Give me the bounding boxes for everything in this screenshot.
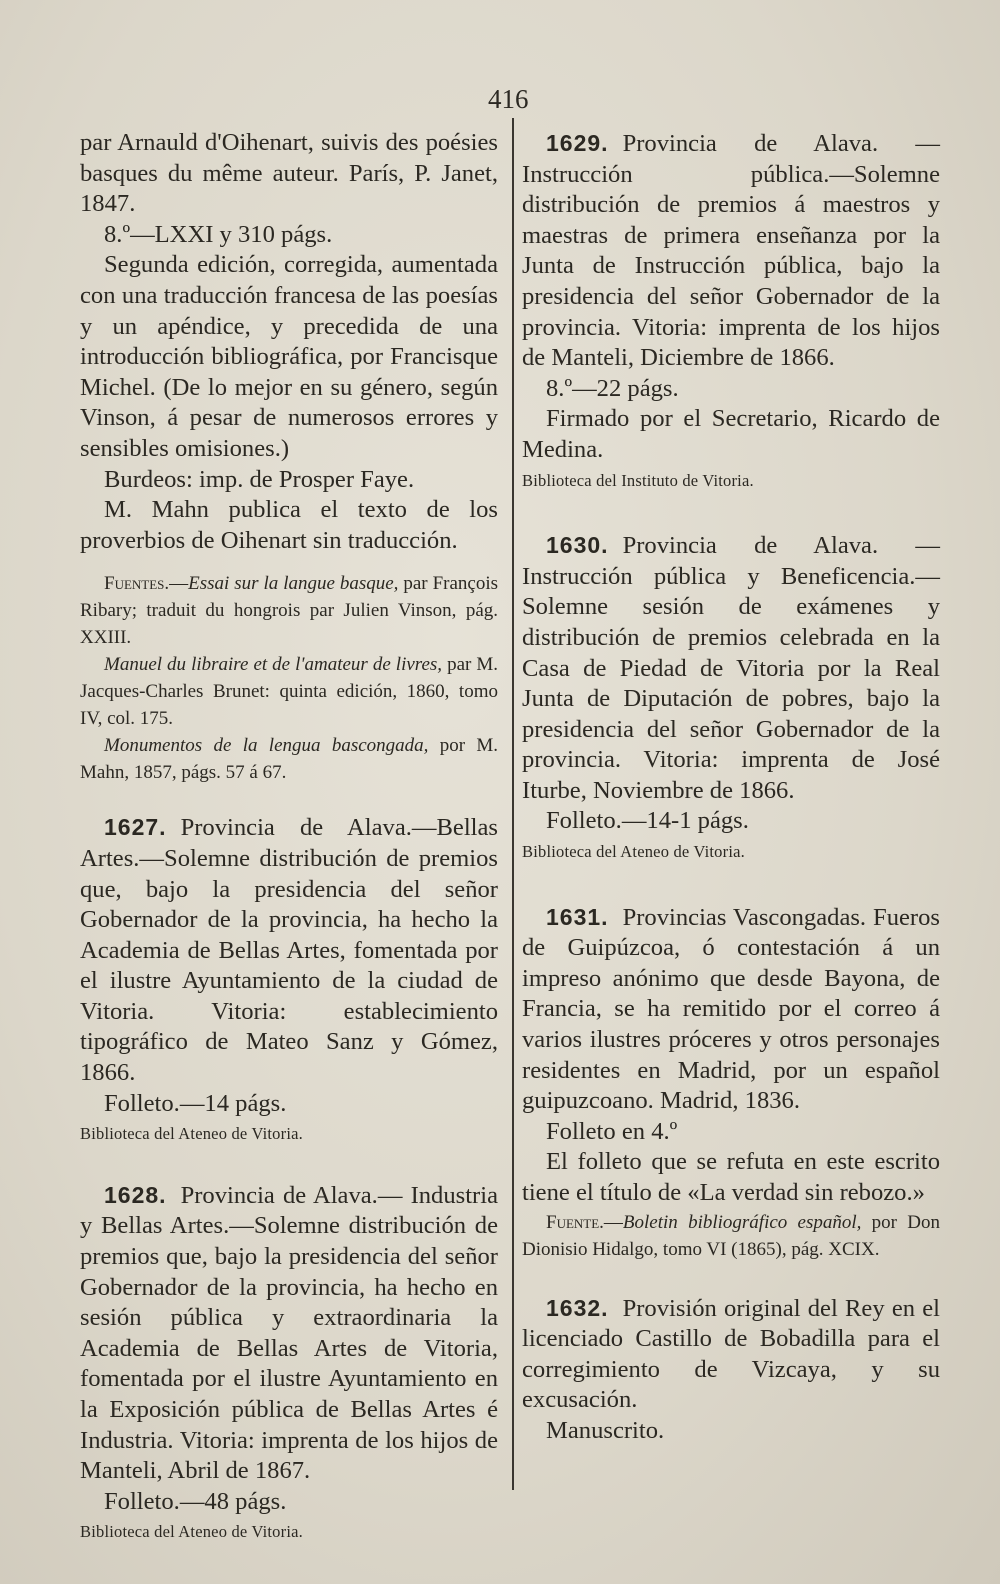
library-location: Biblioteca del Ateneo de Vitoria.	[522, 842, 745, 862]
entry-description: Provisión original del Rey en el licenciado Castillo de Bobadilla para el corregimiento de Vizcaya, y su excusación.	[522, 1294, 940, 1414]
library-location: Biblioteca del Instituto de Vitoria.	[522, 470, 754, 490]
entry-description: Provincia de Alava. —Instrucción pública.—Solemne distribución de premios á maestros y maestras de primera enseñanza por la Junta de Instrucción pública, bajo la presidencia del señor Gobernador de la provincia. Vitoria: imprenta de los hijos de Manteli, Diciembre de 1866.	[522, 130, 940, 372]
continuation-text: par Arnauld d'Oihenart, suivis des poésies basques du même auteur. París, P. Janet, 1847.	[80, 129, 498, 218]
entry-format: 8.º—22 págs.	[546, 374, 679, 402]
entry-1628-text	[80, 1180, 498, 1487]
entry-1629	[522, 128, 940, 496]
column-divider	[512, 118, 514, 1490]
source-2	[80, 651, 498, 732]
source-1-title: Essai sur la langue basque,	[188, 573, 399, 595]
note-mahn: M. Mahn publica el texto de los proverbios de Oihenart sin traducción.	[80, 496, 498, 554]
entry-1629-text	[522, 128, 940, 374]
entry-description: Provincia de Alava.—Bellas Artes.—Solemne distribución de premios que, bajo la presidencia del señor Gobernador de la provincia, ha hecho la Academia de Bellas Artes, fomentada por el ilustre Ayuntamiento de la ciudad de Vitoria. Vitoria: establecimiento tipográfico de Mateo Sanz y Gómez, 1866.	[80, 814, 498, 1087]
source-2-rest: par M. Jacques-Charles Brunet: quinta edición, 1860, tomo IV, col. 175.	[80, 654, 498, 730]
source-3-title: Monumentos de la lengua bascongada,	[104, 735, 429, 757]
source-label: Fuente.	[546, 1211, 604, 1233]
entry-format: Folleto.—48 págs.	[104, 1487, 287, 1515]
entry-format: Folleto en 4.º	[546, 1117, 678, 1145]
source-rest: por Don Dionisio Hidalgo, tomo VI (1865), pág. XCIX.	[522, 1211, 940, 1260]
entry-number: 1627.	[104, 814, 167, 841]
note-edition: Segunda edición, corregida, aumentada con una traducción francesa de las poesías y un apéndice, y precedida de una introducción bibliográfica, por Francisque Michel. (De lo mejor en su género, según Vinson, á pesar de numerosos errores y sensibles omisiones.)	[80, 251, 498, 462]
entry-1628	[80, 1180, 498, 1548]
entry-number: 1630.	[546, 532, 609, 559]
source-1-rest: par François Ribary; traduit du hongrois par Julien Vinson, pág. XXIII.	[80, 573, 499, 649]
entry-1630	[522, 530, 940, 868]
entry-1632-text	[522, 1293, 940, 1416]
sources-label: Fuentes.	[104, 573, 170, 595]
entry-description: Provincia de Alava.— Industria y Bellas Artes.—Solemne distribución de premios que, bajo la presidencia del señor Gobernador de la provincia, ha hecho en sesión pública y extraordinaria la Academia de Bellas Artes de Vitoria, fomentada por el ilustre Ayuntamiento en la Exposición pública de Bellas Artes é Industria. Vitoria: imprenta de los hijos de Manteli, Abril de 1867.	[80, 1181, 498, 1485]
entry-format: Folleto.—14 págs.	[104, 1089, 287, 1117]
entry-1631-text	[522, 902, 940, 1117]
entry-1627	[80, 812, 498, 1150]
entry-source: Fuente.—Boletin bibliográfico español, por Don Dionisio Hidalgo, tomo VI (1865), pág. XCIX.	[522, 1211, 940, 1260]
entry-number: 1628.	[104, 1181, 167, 1208]
note-printer: Burdeos: imp. de Prosper Faye.	[104, 465, 415, 493]
source-3-rest: por M. Mahn, 1857, págs. 57 á 67.	[80, 735, 498, 784]
entry-format: Folleto.—14-1 págs.	[546, 807, 749, 835]
entry-description: Provincia de Alava. — Instrucción pública y Beneficencia.— Solemne sesión de exámenes y distribución de premios celebrada en la Casa de Piedad de Vitoria por la Real Junta de Diputación de pobres, bajo la presidencia del señor Gobernador de la provincia. Vitoria: imprenta de José Iturbe, Noviembre de 1866.	[522, 532, 940, 804]
entry-1632	[522, 1293, 940, 1447]
source-title: Boletin bibliográfico español,	[622, 1211, 862, 1233]
entry-number: 1631.	[546, 903, 609, 930]
entry-format: Manuscrito.	[546, 1416, 665, 1444]
library-location: Biblioteca del Ateneo de Vitoria.	[80, 1124, 303, 1144]
entry-note: Firmado por el Secretario, Ricardo de Medina.	[522, 405, 940, 463]
entry-description: Provincias Vascongadas. Fueros de Guipúzcoa, ó contestación á un impreso anónimo que desde Bayona, de Francia, se ha remitido por el correo á varios ilustres próceres y otros personajes residentes en Madrid, por un español guipuzcoano. Madrid, 1836.	[522, 903, 940, 1115]
source-2-title: Manuel du libraire et de l'amateur de livres,	[104, 654, 443, 676]
left-column	[80, 128, 498, 1548]
sources-block	[80, 570, 498, 786]
entry-number: 1632.	[546, 1294, 609, 1321]
source-3	[80, 732, 498, 786]
entry-number: 1629.	[546, 130, 609, 156]
page-number: 416	[488, 84, 529, 114]
library-location: Biblioteca del Ateneo de Vitoria.	[80, 1522, 303, 1542]
source-1: Fuentes.—Essai sur la langue basque, par François Ribary; traduit du hongrois par Julien Vinson, pág. XXIII.	[80, 573, 499, 649]
entry-note: El folleto que se refuta en este escrito tiene el título de «La verdad sin rebozo.»	[522, 1148, 940, 1206]
entry-1631	[522, 902, 940, 1263]
entry-1630-text	[522, 530, 940, 806]
right-column	[522, 128, 940, 1447]
entry-1627-text	[80, 812, 498, 1088]
format-line: 8.º—LXXI y 310 págs.	[104, 220, 333, 248]
